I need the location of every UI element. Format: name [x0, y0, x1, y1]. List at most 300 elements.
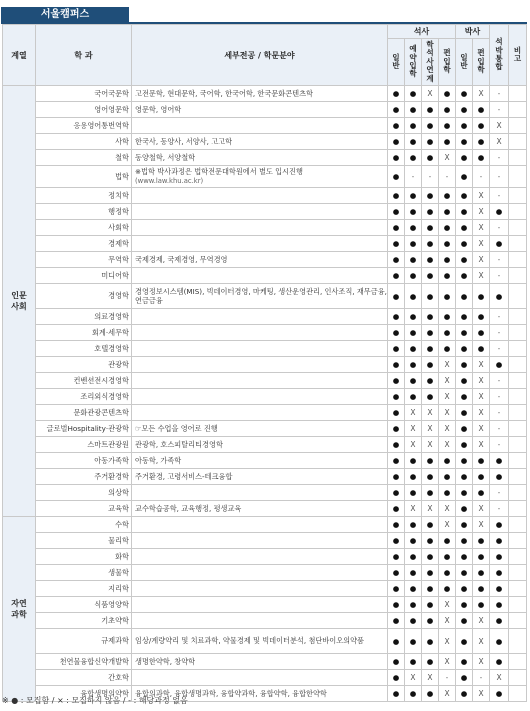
status-mark: ● — [456, 341, 473, 357]
status-mark: ● — [388, 581, 405, 597]
department-name: 경제학 — [108, 238, 129, 248]
remarks-cell — [509, 268, 527, 284]
status-mark: X — [405, 501, 422, 517]
table-row — [3, 102, 527, 118]
status-mark: ● — [490, 469, 509, 485]
status-mark: X — [439, 613, 456, 629]
status-mark: - — [490, 341, 509, 357]
status-mark: ● — [388, 102, 405, 118]
status-mark: - — [490, 166, 509, 188]
department-name: 경영학 — [108, 291, 129, 300]
status-mark: ● — [439, 485, 456, 501]
remarks-cell — [509, 341, 527, 357]
detail-cell — [132, 236, 388, 252]
status-mark: ● — [439, 533, 456, 549]
remarks-cell — [509, 670, 527, 686]
department-name: 사학 — [115, 136, 129, 146]
status-mark: ● — [388, 533, 405, 549]
status-mark: ● — [388, 597, 405, 613]
status-mark: ● — [473, 134, 490, 150]
status-mark: ● — [388, 453, 405, 469]
status-mark: X — [473, 252, 490, 268]
status-mark: ● — [388, 437, 405, 453]
detail-text: 국제경제, 국제경영, 무역경영 — [135, 254, 228, 264]
remarks-cell — [509, 597, 527, 613]
status-mark: ● — [388, 204, 405, 220]
status-mark: ● — [439, 188, 456, 204]
status-mark: ● — [473, 325, 490, 341]
status-mark: ● — [388, 654, 405, 670]
detail-cell — [132, 86, 388, 102]
department-cell — [36, 405, 132, 421]
status-mark: ● — [456, 549, 473, 565]
table-row — [3, 485, 527, 501]
status-mark: ● — [388, 252, 405, 268]
remarks-cell — [509, 501, 527, 517]
department-cell — [36, 341, 132, 357]
col-header-category: 계열 — [3, 25, 36, 86]
status-mark: ● — [456, 309, 473, 325]
department-name: 규제과학 — [101, 636, 129, 645]
detail-cell — [132, 166, 388, 188]
table-row — [3, 389, 527, 405]
department-cell — [36, 469, 132, 485]
detail-cell — [132, 533, 388, 549]
department-cell — [36, 597, 132, 613]
status-mark: - — [490, 421, 509, 437]
remarks-cell — [509, 533, 527, 549]
status-mark: ● — [405, 204, 422, 220]
status-mark: ● — [456, 597, 473, 613]
table-row — [3, 134, 527, 150]
detail-cell — [132, 405, 388, 421]
status-mark: ● — [439, 236, 456, 252]
detail-text: ※법학 박사과정은 법학전문대학원에서 별도 입시진행 — [135, 166, 303, 176]
status-mark: ● — [405, 188, 422, 204]
remarks-cell — [509, 389, 527, 405]
status-mark: ● — [388, 686, 405, 702]
remarks-cell — [509, 517, 527, 533]
table-row — [3, 357, 527, 373]
status-mark: ● — [473, 565, 490, 581]
status-mark: X — [473, 437, 490, 453]
status-mark: ● — [405, 629, 422, 654]
status-mark: ● — [422, 341, 439, 357]
department-name: 식품영양학 — [94, 599, 129, 609]
legend-note: ※ ● : 모집함 / × : 모집하지 않음 / - : 해당과정 없음 — [2, 696, 188, 705]
status-mark: ● — [490, 533, 509, 549]
status-mark: ● — [456, 670, 473, 686]
detail-cell — [132, 654, 388, 670]
status-mark: ● — [405, 549, 422, 565]
table-row — [3, 204, 527, 220]
remarks-cell — [509, 86, 527, 102]
status-mark: ● — [456, 453, 473, 469]
detail-text: 아동학, 가족학 — [135, 455, 182, 465]
department-cell — [36, 86, 132, 102]
department-cell — [36, 421, 132, 437]
status-mark: - — [422, 166, 439, 188]
status-mark: ● — [405, 252, 422, 268]
detail-text: 한국사, 동양사, 서양사, 고고학 — [135, 136, 233, 146]
remarks-cell — [509, 613, 527, 629]
detail-text: 융합의과학, 융합생명과학, 융합약과학, 융합약학, 융합한약학 — [135, 688, 327, 698]
status-mark: X — [439, 501, 456, 517]
category-label-line: 인문 — [11, 291, 27, 300]
department-cell — [36, 389, 132, 405]
status-mark: ● — [473, 549, 490, 565]
status-mark: X — [439, 373, 456, 389]
department-name: 주거환경학 — [94, 471, 129, 481]
table-row — [3, 437, 527, 453]
detail-cell — [132, 341, 388, 357]
status-mark: - — [490, 325, 509, 341]
department-name: 법학 — [115, 171, 129, 181]
detail-text: 경영정보시스템(MIS), 빅데이터경영, 마케팅, 생산운영관리, 인사조직, 재무금융, 연금금융 — [135, 286, 387, 305]
department-cell — [36, 188, 132, 204]
table-row — [3, 118, 527, 134]
status-mark: ● — [405, 220, 422, 236]
status-mark: X — [439, 629, 456, 654]
status-mark: ● — [405, 597, 422, 613]
status-mark: ● — [490, 629, 509, 654]
department-name: 의상학 — [108, 487, 129, 497]
status-mark: - — [473, 166, 490, 188]
department-cell — [36, 373, 132, 389]
detail-cell — [132, 629, 388, 654]
status-mark: ● — [422, 309, 439, 325]
status-mark: ● — [388, 220, 405, 236]
status-mark: ● — [473, 102, 490, 118]
department-cell — [36, 357, 132, 373]
remarks-cell — [509, 134, 527, 150]
status-mark: X — [422, 670, 439, 686]
remarks-cell — [509, 309, 527, 325]
detail-cell — [132, 357, 388, 373]
status-mark: ● — [439, 309, 456, 325]
detail-cell — [132, 581, 388, 597]
status-mark: ● — [439, 341, 456, 357]
status-mark: ● — [439, 220, 456, 236]
detail-cell — [132, 118, 388, 134]
status-mark: ● — [405, 86, 422, 102]
status-mark: ● — [456, 118, 473, 134]
table-row — [3, 533, 527, 549]
department-name: 문화관광콘텐츠학 — [73, 407, 129, 417]
status-mark: ● — [456, 102, 473, 118]
status-mark: X — [473, 389, 490, 405]
department-name: 물리학 — [108, 535, 129, 545]
status-mark: ● — [439, 252, 456, 268]
department-cell — [36, 150, 132, 166]
detail-note: (www.law.khu.ac.kr) — [135, 177, 204, 185]
col-header-remarks: 비고 — [509, 25, 527, 86]
status-mark: ● — [405, 284, 422, 309]
status-mark: X — [473, 501, 490, 517]
status-mark: ● — [388, 236, 405, 252]
status-mark: ● — [388, 325, 405, 341]
status-mark: ● — [388, 549, 405, 565]
status-mark: ● — [456, 284, 473, 309]
status-mark: ● — [405, 533, 422, 549]
status-mark: X — [439, 357, 456, 373]
detail-cell — [132, 284, 388, 309]
status-mark: - — [490, 252, 509, 268]
col-header-masters-reserved: 예약입학 — [405, 39, 422, 86]
remarks-cell — [509, 686, 527, 702]
status-mark: ● — [473, 341, 490, 357]
status-mark: ● — [422, 150, 439, 166]
status-mark: X — [439, 150, 456, 166]
department-cell — [36, 613, 132, 629]
department-name: 간호학 — [108, 672, 129, 682]
status-mark: - — [490, 188, 509, 204]
status-mark: ● — [388, 118, 405, 134]
status-mark: ● — [456, 686, 473, 702]
status-mark: ● — [422, 220, 439, 236]
status-mark: ● — [405, 485, 422, 501]
detail-cell — [132, 421, 388, 437]
remarks-cell — [509, 188, 527, 204]
status-mark: ● — [490, 357, 509, 373]
department-name: 의료경영학 — [94, 311, 129, 321]
remarks-cell — [509, 453, 527, 469]
department-name: 지리학 — [108, 583, 129, 593]
status-mark: ● — [490, 597, 509, 613]
status-mark: ● — [405, 469, 422, 485]
table-row — [3, 501, 527, 517]
table-row — [3, 188, 527, 204]
status-mark: ● — [439, 204, 456, 220]
department-name: 행정학 — [108, 206, 129, 216]
status-mark: ● — [456, 613, 473, 629]
remarks-cell — [509, 629, 527, 654]
detail-cell — [132, 549, 388, 565]
department-cell — [36, 118, 132, 134]
status-mark: - — [439, 166, 456, 188]
status-mark: - — [490, 405, 509, 421]
status-mark: ● — [490, 613, 509, 629]
table-row — [3, 654, 527, 670]
status-mark: ● — [490, 284, 509, 309]
department-name: 무역학 — [108, 254, 129, 264]
department-name: 컨벤션전시경영학 — [73, 375, 129, 385]
status-mark: X — [473, 188, 490, 204]
status-mark: ● — [456, 188, 473, 204]
status-mark: ● — [422, 654, 439, 670]
status-mark: ● — [422, 236, 439, 252]
remarks-cell — [509, 421, 527, 437]
status-mark: ● — [439, 284, 456, 309]
status-mark: ● — [473, 309, 490, 325]
status-mark: ● — [456, 357, 473, 373]
department-name: 관광학 — [108, 359, 129, 369]
table-row — [3, 613, 527, 629]
department-name: 응용영어통번역학 — [73, 120, 129, 130]
status-mark: ● — [405, 581, 422, 597]
table-row — [3, 549, 527, 565]
status-mark: X — [473, 373, 490, 389]
remarks-cell — [509, 204, 527, 220]
status-mark: ● — [405, 236, 422, 252]
col-header-masters-general: 일반 — [388, 39, 405, 86]
detail-cell — [132, 565, 388, 581]
status-mark: ● — [456, 166, 473, 188]
status-mark: ● — [405, 373, 422, 389]
department-name: 수학 — [115, 519, 129, 529]
status-mark: X — [422, 405, 439, 421]
status-mark: ● — [422, 357, 439, 373]
col-header-doctoral: 박사 — [456, 25, 490, 39]
status-mark: ● — [490, 549, 509, 565]
department-name: 화학 — [115, 551, 129, 561]
department-cell — [36, 166, 132, 188]
status-mark: ● — [388, 284, 405, 309]
status-mark: ● — [388, 670, 405, 686]
table-row — [3, 517, 527, 533]
category-label-line: 자연 — [11, 599, 27, 608]
department-cell — [36, 485, 132, 501]
status-mark: ● — [422, 629, 439, 654]
detail-cell — [132, 204, 388, 220]
remarks-cell — [509, 284, 527, 309]
status-mark: X — [405, 670, 422, 686]
status-mark: ● — [422, 597, 439, 613]
detail-text: 생명한약학, 창약학 — [135, 656, 196, 666]
status-mark: ● — [490, 453, 509, 469]
status-mark: ● — [422, 613, 439, 629]
status-mark: - — [490, 268, 509, 284]
status-mark: X — [473, 204, 490, 220]
table-row — [3, 597, 527, 613]
table-row — [3, 629, 527, 654]
remarks-cell — [509, 469, 527, 485]
status-mark: ● — [490, 581, 509, 597]
status-mark: ● — [456, 629, 473, 654]
status-mark: ● — [388, 357, 405, 373]
status-mark: ● — [456, 220, 473, 236]
status-mark: - — [473, 670, 490, 686]
status-mark: ● — [456, 236, 473, 252]
remarks-cell — [509, 166, 527, 188]
status-mark: ● — [388, 86, 405, 102]
status-mark: X — [439, 654, 456, 670]
status-mark: ● — [490, 565, 509, 581]
status-mark: - — [490, 102, 509, 118]
status-mark: ● — [490, 654, 509, 670]
table-row — [3, 341, 527, 357]
status-mark: ● — [490, 204, 509, 220]
status-mark: ● — [422, 134, 439, 150]
detail-cell — [132, 268, 388, 284]
status-mark: ● — [439, 453, 456, 469]
status-mark: X — [422, 86, 439, 102]
remarks-cell — [509, 220, 527, 236]
status-mark: ● — [422, 102, 439, 118]
status-mark: ● — [422, 469, 439, 485]
status-mark: ● — [456, 268, 473, 284]
remarks-cell — [509, 325, 527, 341]
status-mark: X — [473, 629, 490, 654]
table-row — [3, 453, 527, 469]
status-mark: ● — [388, 150, 405, 166]
status-mark: ● — [405, 517, 422, 533]
status-mark: ● — [405, 654, 422, 670]
status-mark: ● — [388, 613, 405, 629]
status-mark: ● — [388, 629, 405, 654]
department-cell — [36, 437, 132, 453]
detail-text: ☞모든 수업을 영어로 진행 — [135, 423, 218, 433]
status-mark: ● — [388, 341, 405, 357]
status-mark: ● — [388, 565, 405, 581]
status-mark: ● — [422, 686, 439, 702]
detail-cell — [132, 134, 388, 150]
status-mark: X — [490, 118, 509, 134]
table-row — [3, 284, 527, 309]
status-mark: - — [490, 485, 509, 501]
department-cell — [36, 533, 132, 549]
status-mark: ● — [422, 284, 439, 309]
status-mark: ● — [388, 309, 405, 325]
status-mark: ● — [422, 517, 439, 533]
status-mark: ● — [439, 469, 456, 485]
status-mark: X — [422, 421, 439, 437]
status-mark: ● — [405, 565, 422, 581]
status-mark: ● — [405, 357, 422, 373]
remarks-cell — [509, 437, 527, 453]
detail-cell — [132, 437, 388, 453]
status-mark: X — [405, 405, 422, 421]
status-mark: ● — [388, 485, 405, 501]
department-name: 천연물융합신약개발학 — [59, 656, 129, 666]
department-name: 기초약학 — [101, 615, 129, 625]
status-mark: X — [439, 389, 456, 405]
status-mark: X — [439, 421, 456, 437]
status-mark: ● — [473, 485, 490, 501]
status-mark: - — [490, 150, 509, 166]
status-mark: ● — [422, 549, 439, 565]
status-mark: X — [473, 86, 490, 102]
col-header-masters-linked: 학석사연계 — [422, 39, 439, 86]
department-cell — [36, 325, 132, 341]
detail-text: 고전문학, 현대문학, 국어학, 한국어학, 한국문화콘텐츠학 — [135, 88, 313, 98]
table-body — [3, 86, 527, 702]
status-mark: ● — [473, 150, 490, 166]
status-mark: ● — [456, 252, 473, 268]
detail-cell — [132, 389, 388, 405]
detail-cell — [132, 373, 388, 389]
status-mark: ● — [388, 134, 405, 150]
status-mark: - — [490, 389, 509, 405]
status-mark: X — [490, 134, 509, 150]
status-mark: ● — [422, 204, 439, 220]
department-name: 스마트관광원 — [87, 439, 129, 449]
status-mark: ● — [490, 517, 509, 533]
department-cell — [36, 284, 132, 309]
department-cell — [36, 102, 132, 118]
remarks-cell — [509, 373, 527, 389]
detail-cell — [132, 150, 388, 166]
status-mark: ● — [422, 252, 439, 268]
status-mark: ● — [388, 373, 405, 389]
status-mark: X — [439, 517, 456, 533]
status-mark: X — [473, 686, 490, 702]
table-row — [3, 373, 527, 389]
status-mark: X — [473, 268, 490, 284]
status-mark: ● — [490, 236, 509, 252]
table-row — [3, 150, 527, 166]
status-mark: ● — [473, 453, 490, 469]
